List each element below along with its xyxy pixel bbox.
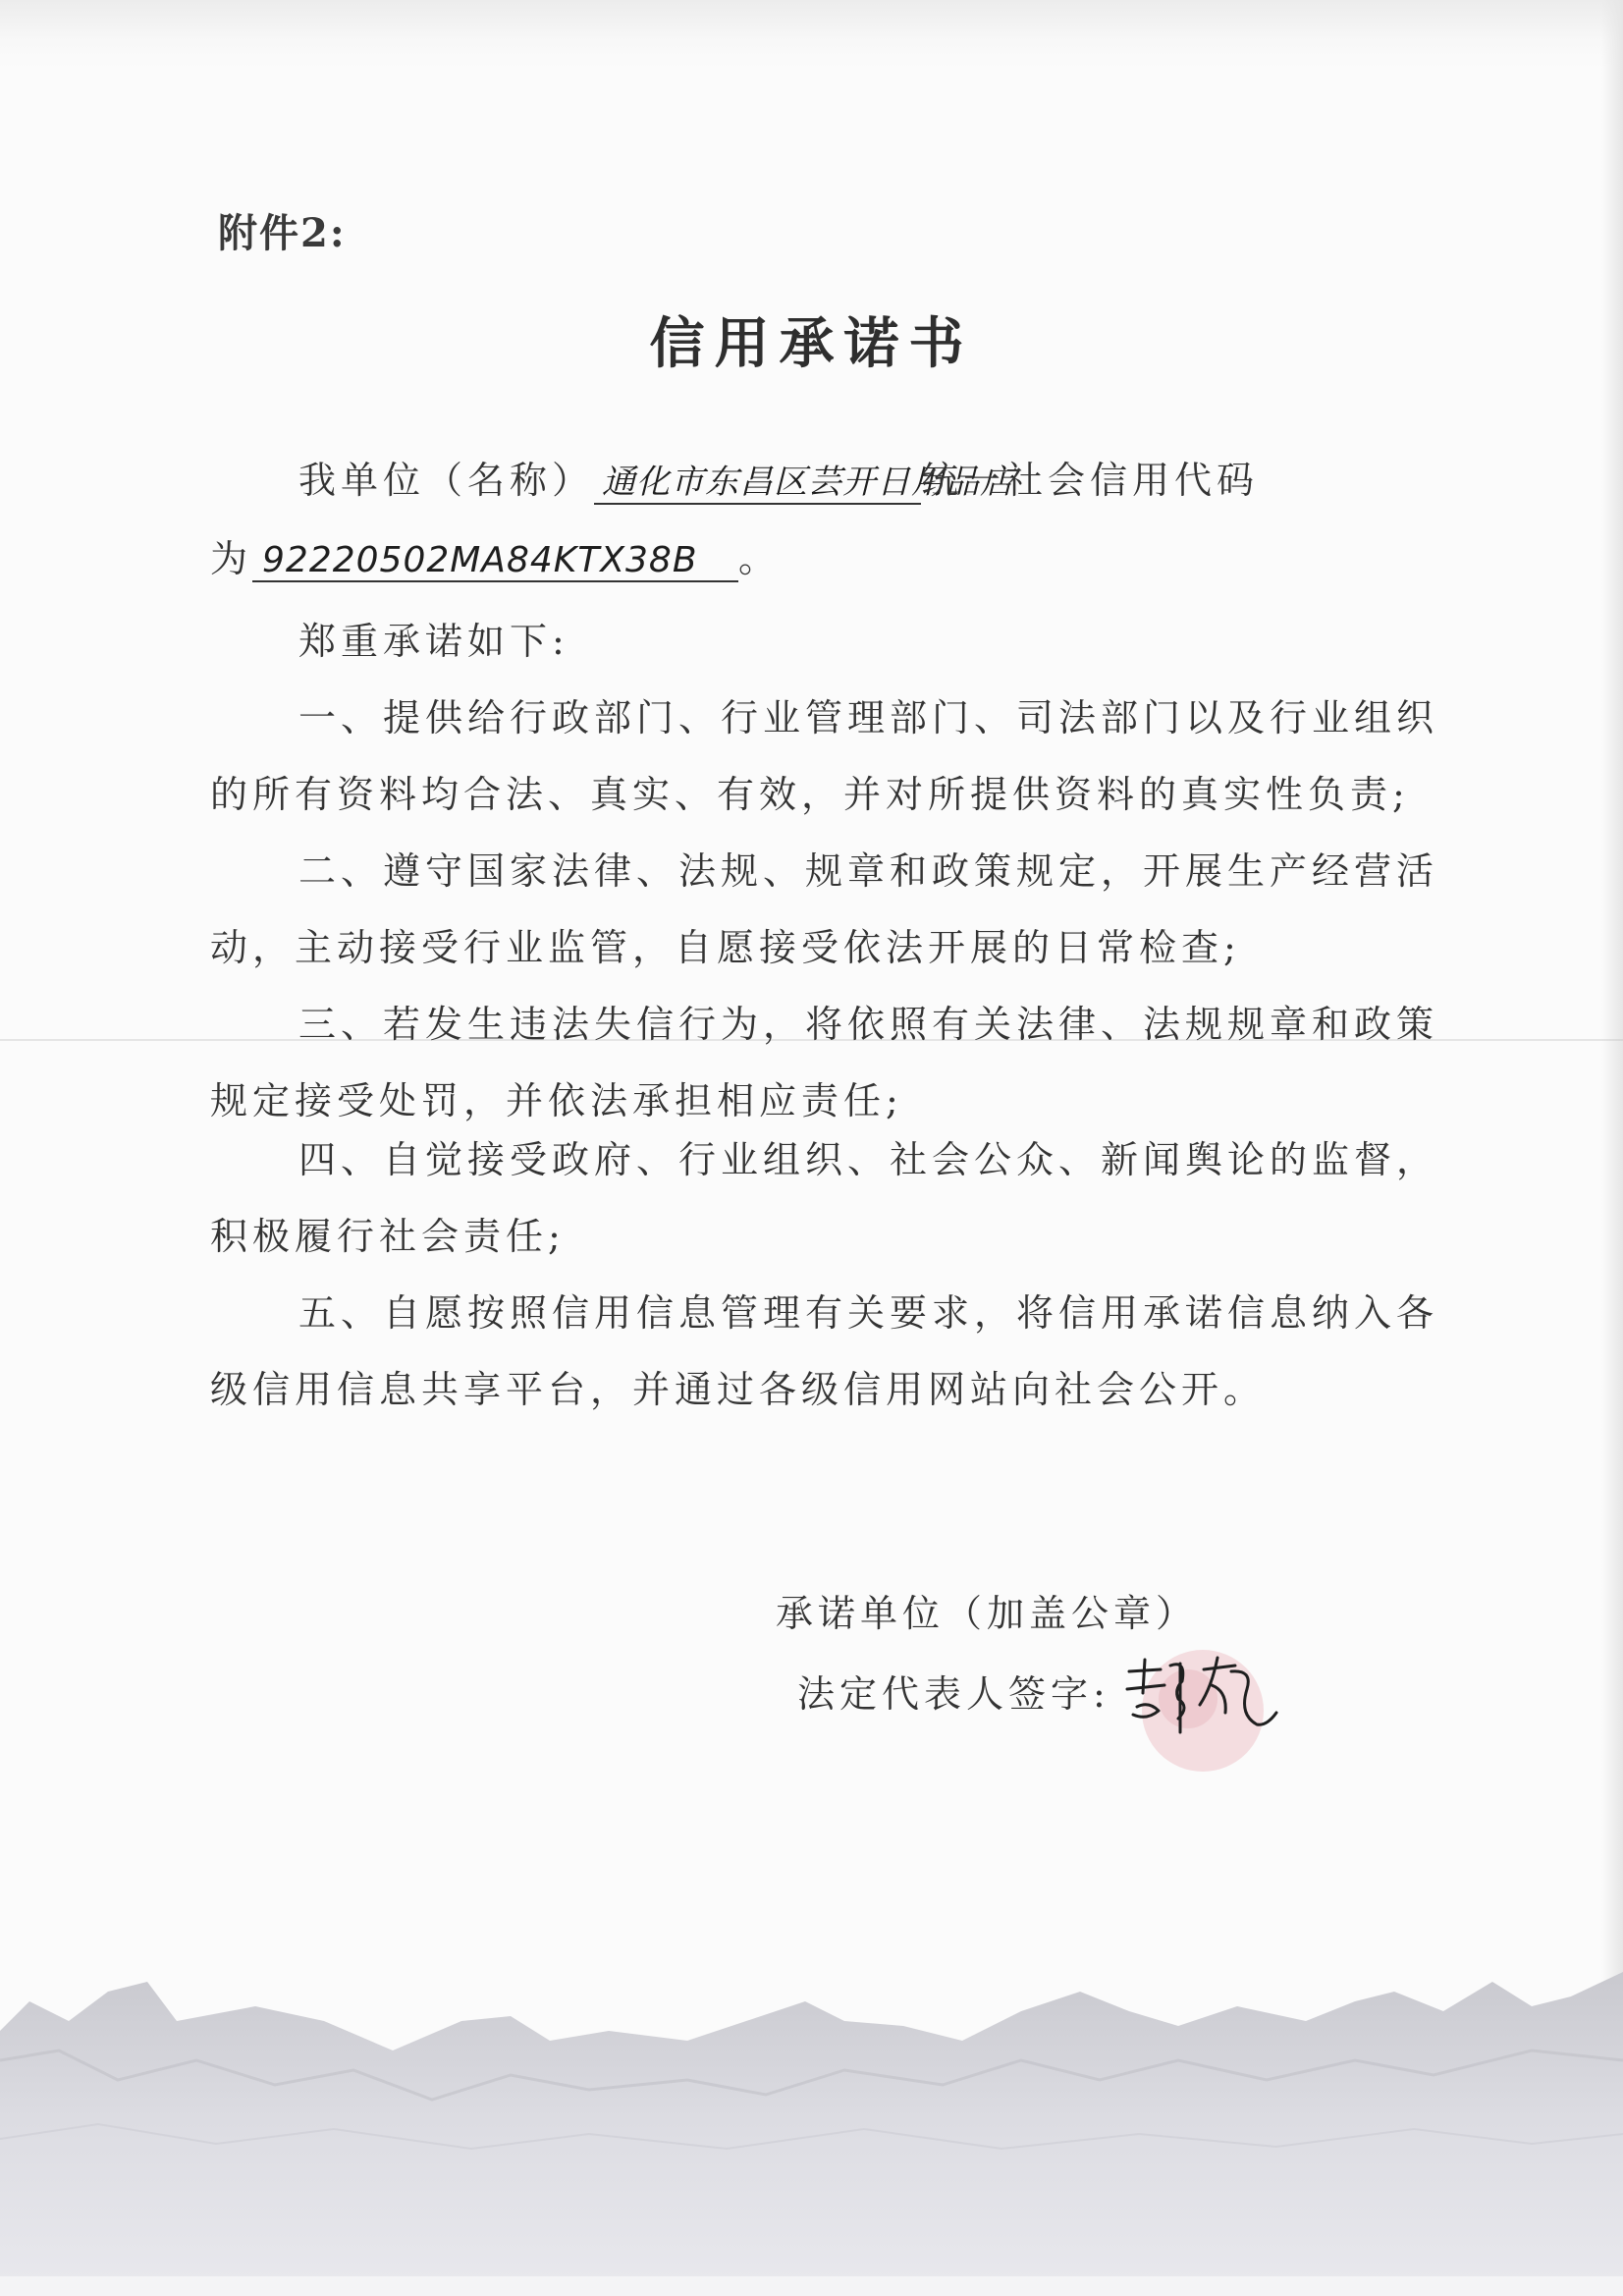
unit-name-field: 通化市东昌区芸开日用品店 — [594, 455, 921, 505]
item-4-line-2: 积极履行社会责任; — [210, 1215, 566, 1258]
signature-and-stamp — [1109, 1630, 1306, 1777]
commitment-unit-label: 承诺单位（加盖公章） — [776, 1592, 1199, 1635]
promise-heading: 郑重承诺如下: — [298, 620, 569, 663]
item-3-line-2: 规定接受处罚，并依法承担相应责任; — [210, 1079, 903, 1122]
document-title: 信用承诺书 — [649, 311, 974, 376]
intro-line-2 — [210, 528, 1398, 582]
decorative-mountain-band — [0, 1913, 1623, 2296]
item-5-line-2: 级信用信息共享平台，并通过各级信用网站向社会公开。 — [210, 1368, 1267, 1411]
credit-code-field: 92220502MA84KTX38B — [252, 540, 738, 582]
item-4-line-1: 四、自觉接受政府、行业组织、社会公众、新闻舆论的监督， — [298, 1138, 1439, 1181]
intro-prefix: 我单位（名称） — [298, 459, 595, 502]
scan-shadow-top — [0, 0, 1623, 69]
item-2-line-2: 动，主动接受行业监管，自愿接受依法开展的日常检查; — [210, 926, 1241, 969]
attachment-label: 附件2: — [218, 210, 347, 256]
item-5-line-1: 五、自愿按照信用信息管理有关要求，将信用承诺信息纳入各 — [298, 1291, 1439, 1335]
legal-rep-label: 法定代表人签字: — [797, 1672, 1110, 1716]
item-1-line-2: 的所有资料均合法、真实、有效，并对所提供资料的真实性负责; — [210, 773, 1410, 816]
intro-line-1 — [210, 450, 1398, 505]
code-prefix: 为 — [210, 537, 253, 580]
item-3-line-1: 三、若发生违法失信行为，将依照有关法律、法规规章和政策 — [298, 1003, 1439, 1046]
item-2-line-1: 二、遵守国家法律、法规、规章和政策规定，开展生产经营活 — [298, 849, 1439, 893]
intro-suffix: 。 — [738, 537, 782, 580]
intro-middle: 统一社会信用代码 — [921, 459, 1260, 502]
item-1-line-1: 一、提供给行政部门、行业管理部门、司法部门以及行业组织 — [298, 696, 1439, 739]
